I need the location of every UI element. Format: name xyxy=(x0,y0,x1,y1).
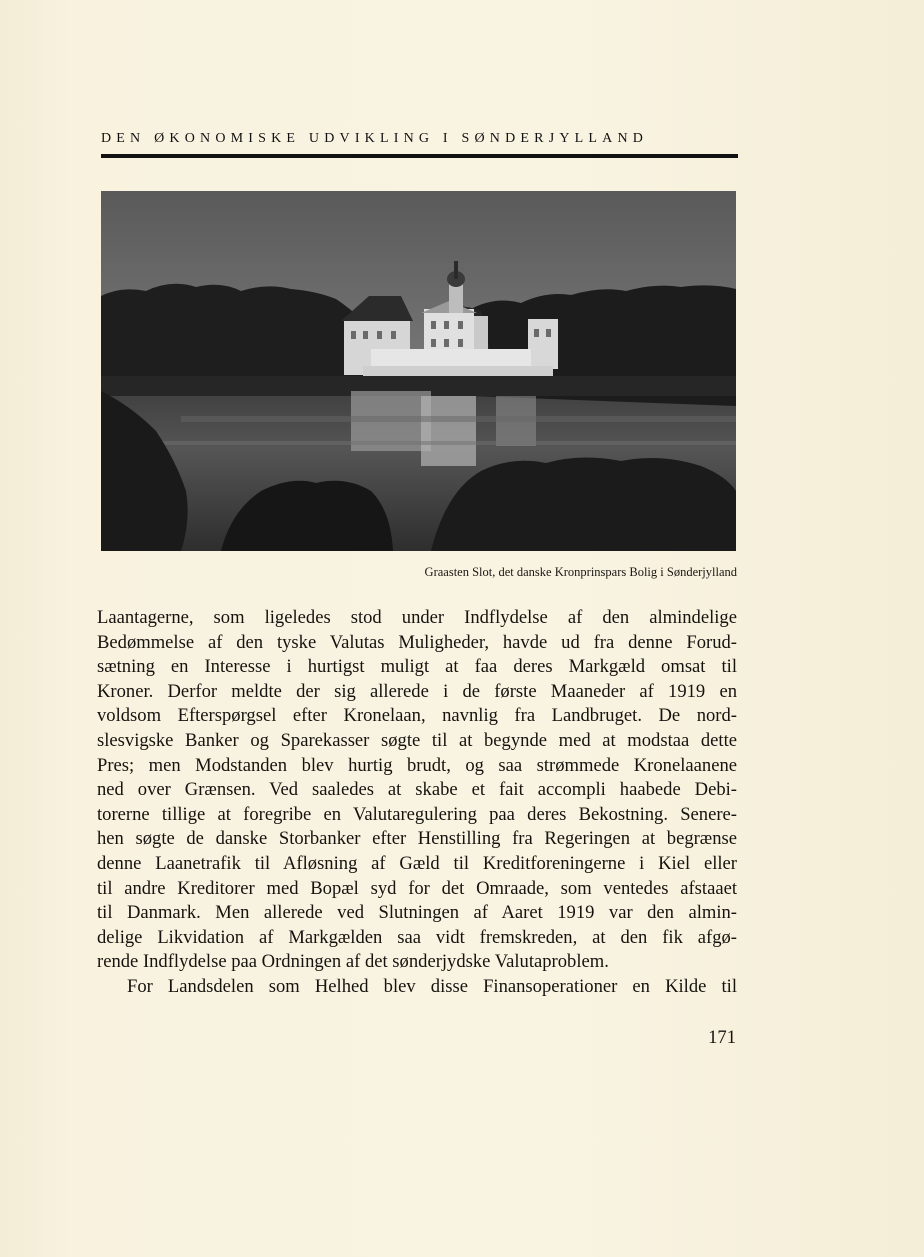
text-line: sætning en Interesse i hurtigst muligt at faa deres Markgæld omsat til xyxy=(97,656,737,678)
text-line: For Landsdelen som Helhed blev disse Finansoperationer en Kilde til xyxy=(127,975,737,997)
text-line: voldsom Efterspørgsel efter Kronelaan, navnlig fra Landbruget. De nord- xyxy=(97,705,737,727)
text-line: Bedømmelse af den tyske Valutas Muligheder, havde ud fra denne Forud- xyxy=(97,631,737,653)
text-line: slesvigske Banker og Sparekasser søgte til at begynde med at modstaa dette xyxy=(97,729,737,751)
text-line: Kroner. Derfor meldte der sig allerede i de første Maaneder af 1919 en xyxy=(97,680,737,702)
text-line: rende Indflydelse paa Ordningen af det sønderjydske Valutaproblem. xyxy=(97,951,609,973)
castle-photo xyxy=(101,191,736,551)
text-line: delige Likvidation af Markgælden saa vidt fremskreden, at den fik afgø- xyxy=(97,926,737,948)
text-line: til andre Kreditorer med Bopæl syd for det Omraade, som ventedes afstaaet xyxy=(97,877,737,899)
running-header: DEN ØKONOMISKE UDVIKLING I SØNDERJYLLAND xyxy=(101,131,649,146)
page-number: 171 xyxy=(708,1027,736,1048)
text-line: Pres; men Modstanden blev hurtig brudt, og saa strømmede Kronelaanene xyxy=(97,754,737,776)
figure-caption: Graasten Slot, det danske Kronprinspars Bolig i Sønderjylland xyxy=(424,565,737,579)
text-line: denne Laanetrafik til Afløsning af Gæld til Kreditforeningerne i Kiel eller xyxy=(97,852,737,874)
body-text xyxy=(97,606,737,1000)
text-line: torerne tillige at foregribe en Valutaregulering paa deres Bekostning. Senere- xyxy=(97,803,737,825)
text-line: ned over Grænsen. Ved saaledes at skabe et fait accompli haabede Debi- xyxy=(97,779,737,801)
text-line: til Danmark. Men allerede ved Slutningen af Aaret 1919 var den almin- xyxy=(97,902,737,924)
text-line: Laantagerne, som ligeledes stod under Indflydelse af den almindelige xyxy=(97,607,737,628)
header-rule xyxy=(101,154,738,158)
text-line: hen søgte de danske Storbanker efter Henstilling fra Regeringen at begrænse xyxy=(97,828,737,850)
